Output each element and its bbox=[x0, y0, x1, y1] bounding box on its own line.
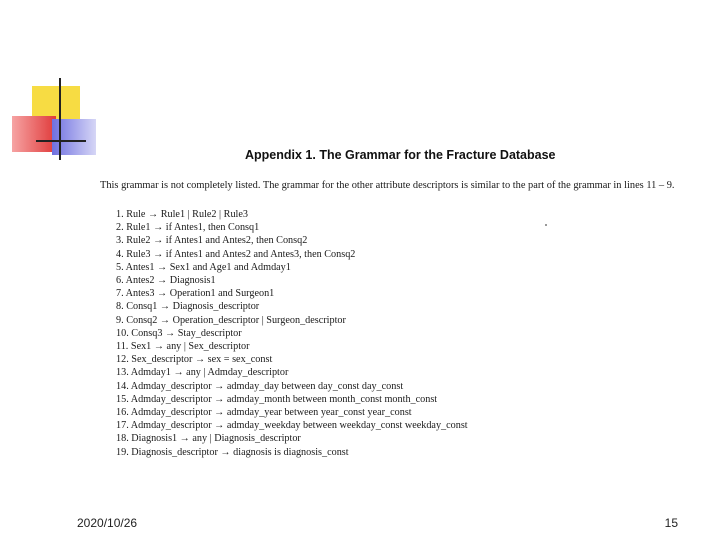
grammar-rule: 8. Consq1 → Diagnosis_descriptor bbox=[116, 301, 260, 313]
grammar-rule: 3. Rule2 → if Antes1 and Antes2, then Consq2 bbox=[116, 235, 308, 247]
grammar-rule: 14. Admday_descriptor → admday_day between day_const day_const bbox=[116, 380, 404, 392]
grammar-rule: 15. Admday_descriptor → admday_month between month_const month_const bbox=[116, 393, 438, 405]
grammar-rule: 17. Admday_descriptor → admday_weekday between weekday_const weekday_const bbox=[116, 420, 468, 432]
grammar-rule-list bbox=[116, 208, 468, 459]
grammar-rule: 18. Diagnosis1 → any | Diagnosis_descriptor bbox=[116, 433, 301, 445]
slide-title: Appendix 1. The Grammar for the Fracture Database bbox=[245, 148, 556, 162]
grammar-rule: 10. Consq3 → Stay_descriptor bbox=[116, 327, 242, 339]
grammar-rule: 19. Diagnosis_descriptor → diagnosis is diagnosis_const bbox=[116, 446, 349, 458]
grammar-rule: 7. Antes3 → Operation1 and Surgeon1 bbox=[116, 288, 275, 300]
grammar-rule: 13. Admday1 → any | Admday_descriptor bbox=[116, 367, 289, 379]
grammar-rule: 11. Sex1 → any | Sex_descriptor bbox=[116, 341, 250, 353]
intro-paragraph: This grammar is not completely listed. The grammar for the other attribute descriptors is similar to the part of the grammar in lines 11 ‒ 9. bbox=[100, 180, 675, 191]
vertical-rule bbox=[59, 78, 61, 160]
page-number: 15 bbox=[664, 516, 678, 530]
decorative-squares bbox=[0, 0, 100, 165]
grammar-rule: 5. Antes1 → Sex1 and Age1 and Admday1 bbox=[116, 261, 291, 273]
grammar-rule: 1. Rule → Rule1 | Rule2 | Rule3 bbox=[116, 209, 248, 220]
grammar-rule: 2. Rule1 → if Antes1, then Consq1 bbox=[116, 222, 260, 234]
stray-mark bbox=[545, 224, 547, 226]
grammar-rule: 6. Antes2 → Diagnosis1 bbox=[116, 275, 216, 287]
red-square bbox=[12, 116, 56, 152]
horizontal-rule bbox=[36, 140, 86, 142]
grammar-rule: 12. Sex_descriptor → sex = sex_const bbox=[116, 354, 273, 366]
grammar-rule: 4. Rule3 → if Antes1 and Antes2 and Antes3, then Consq2 bbox=[116, 248, 356, 260]
footer-date: 2020/10/26 bbox=[77, 516, 138, 530]
grammar-rule: 16. Admday_descriptor → admday_year between year_const year_const bbox=[116, 407, 412, 419]
grammar-rule: 9. Consq2 → Operation_descriptor | Surgeon_descriptor bbox=[116, 314, 346, 326]
